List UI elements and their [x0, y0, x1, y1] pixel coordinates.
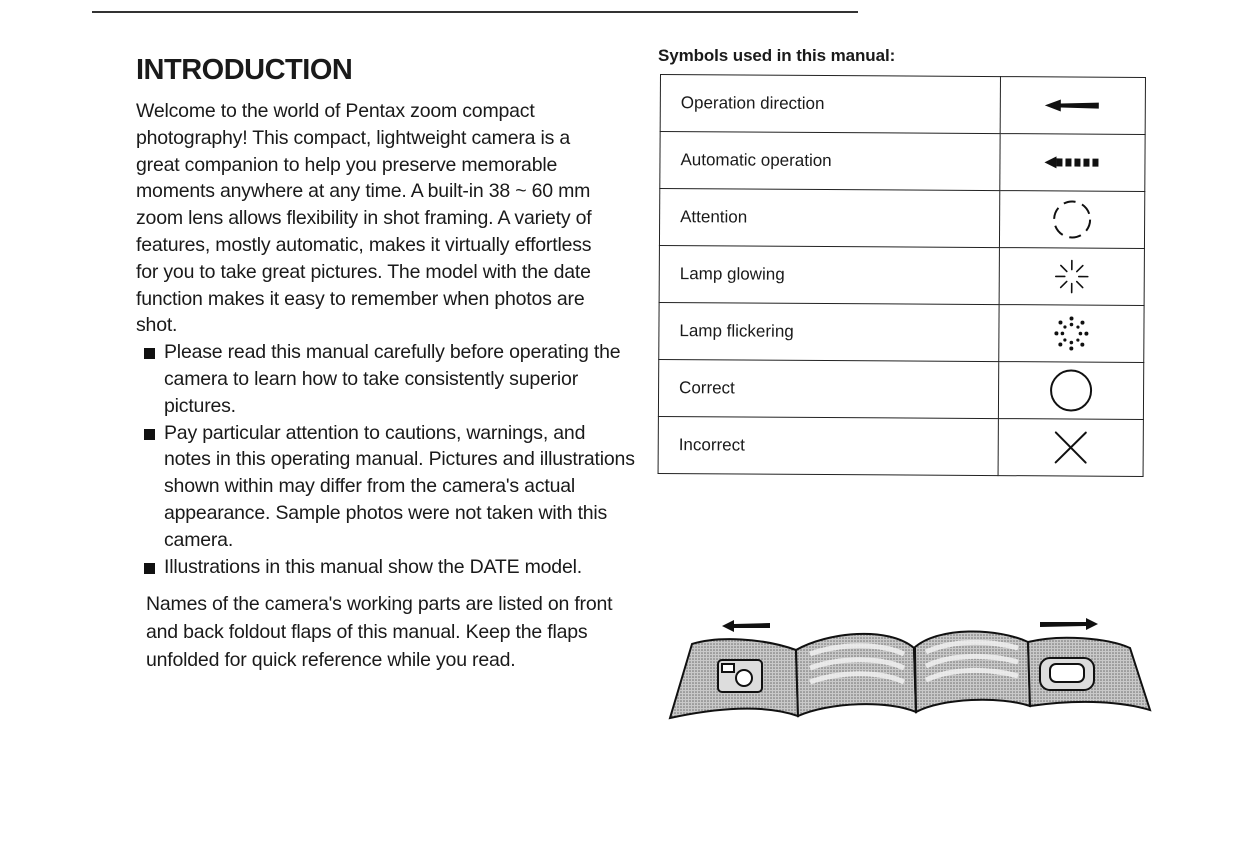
table-row	[658, 416, 1143, 476]
symbol-label: Attention	[659, 189, 1000, 248]
closing-paragraph: Names of the camera's working parts are listed on front and back foldout flaps of this manual. Keep the flaps unfolded for quick reference while you read.	[146, 593, 613, 672]
bullet-text: Illustrations in this manual show the DATE model.	[164, 555, 582, 578]
symbols-heading: Symbols used in this manual:	[658, 46, 896, 65]
symbol-cell	[999, 362, 1144, 420]
symbols-table	[658, 74, 1146, 477]
bullet-list	[136, 339, 636, 580]
table-row	[660, 75, 1145, 135]
circle-icon	[1048, 367, 1094, 413]
symbol-label: Lamp glowing	[659, 245, 1000, 304]
bullet-square-icon	[144, 429, 155, 440]
symbol-cell	[999, 248, 1144, 306]
cross-icon	[1051, 427, 1091, 467]
lamp-flickering-icon	[1049, 311, 1093, 355]
bullet-item	[136, 420, 636, 554]
bullet-square-icon	[144, 348, 155, 359]
symbol-cell	[999, 305, 1144, 363]
table-row	[659, 189, 1144, 249]
introduction-column	[136, 52, 636, 674]
symbol-label: Incorrect	[658, 416, 999, 475]
bullet-square-icon	[144, 563, 155, 574]
table-row	[660, 132, 1145, 192]
lamp-glowing-icon	[1050, 254, 1094, 298]
intro-paragraph: Welcome to the world of Pentax zoom compact photography! This compact, lightweight camera is a great companion to help you preserve memorable moments anywhere at any time. A built-in 38 ~ 60 mm zoom lens allows flexibility in shot framing. A variety of features, mostly automatic, makes it virtually effortless for you to take great pictures. The model with the date function makes it easy to remember when photos are shot.	[136, 100, 592, 337]
symbol-cell	[998, 419, 1143, 477]
symbol-cell	[1000, 77, 1145, 135]
table-row	[658, 359, 1143, 419]
dashed-arrow-left-icon	[1043, 154, 1103, 170]
fold-arrow-left-icon	[722, 620, 770, 632]
bullet-item	[136, 339, 636, 419]
solid-arrow-left-icon	[1043, 97, 1103, 113]
bullet-text: Please read this manual carefully before operating the camera to learn how to take consistently superior pictures.	[164, 341, 621, 417]
bullet-text: Pay particular attention to cautions, warnings, and notes in this operating manual. Pictures and illustrations shown within may differ from the camera's actual appearance. Sample photos were not taken with this camera.	[164, 421, 635, 551]
top-rule	[92, 11, 858, 13]
symbol-label: Operation direction	[660, 75, 1001, 134]
dashed-circle-icon	[1050, 197, 1094, 241]
symbol-label: Automatic operation	[660, 132, 1001, 191]
symbol-label: Correct	[658, 359, 999, 418]
symbol-cell	[1000, 134, 1145, 192]
fold-arrow-right-icon	[1040, 618, 1098, 630]
symbol-cell	[1000, 191, 1145, 249]
foldout-manual-illustration	[668, 604, 1152, 730]
bullet-item	[136, 554, 636, 581]
symbol-label: Lamp flickering	[659, 302, 1000, 361]
table-row	[659, 245, 1144, 305]
table-row	[659, 302, 1144, 362]
page-title: INTRODUCTION	[136, 54, 353, 86]
